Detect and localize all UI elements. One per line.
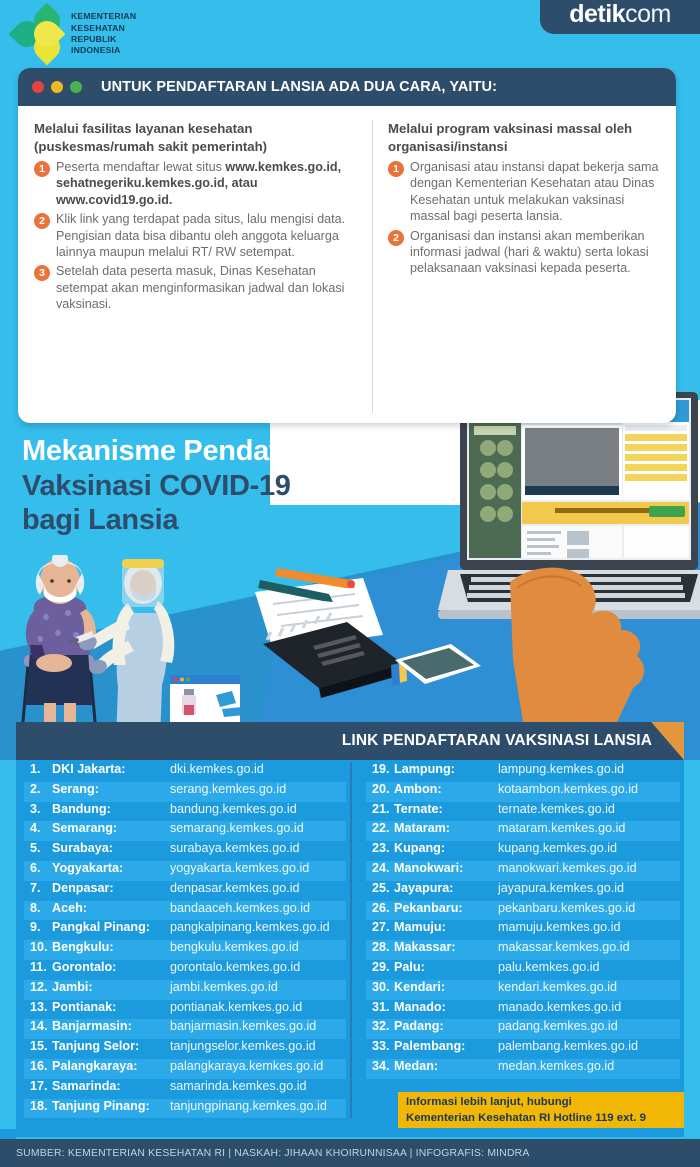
link-row-number: 4.: [30, 821, 41, 836]
link-row[interactable]: [24, 841, 346, 861]
link-row-number: 9.: [30, 920, 41, 935]
link-list-left: [16, 762, 350, 1118]
link-row-city: Ambon:: [394, 781, 442, 796]
method-2-step-1: [388, 159, 660, 224]
link-row[interactable]: [366, 841, 680, 861]
instructions-card: [18, 68, 676, 423]
link-row-number: 16.: [30, 1058, 48, 1073]
link-row-number: 10.: [30, 940, 48, 955]
ministry-line-3: REPUBLIK: [71, 34, 117, 44]
link-row-city: Bengkulu:: [52, 940, 114, 955]
step-text: Organisasi dan instansi akan memberikan informasi jadwal (hari & waktu) serta lokasi pelaksanaan vaksinasi kepada peserta.: [410, 228, 649, 276]
link-row-number: 31.: [372, 999, 390, 1014]
link-row-number: 5.: [30, 841, 41, 856]
link-row-url[interactable]: yogyakarta.kemkes.go.id: [170, 860, 310, 875]
method-2-step-2: [388, 228, 660, 277]
link-row-number: 18.: [30, 1098, 48, 1113]
link-row-url[interactable]: lampung.kemkes.go.id: [498, 762, 625, 776]
page-title: [22, 434, 348, 538]
kemenkes-logo-icon: [14, 8, 62, 60]
link-row-url[interactable]: denpasar.kemkes.go.id: [170, 880, 300, 895]
link-row-url[interactable]: surabaya.kemkes.go.id: [170, 841, 300, 856]
link-row-url[interactable]: manokwari.kemkes.go.id: [498, 860, 637, 875]
link-row-city: Jambi:: [52, 979, 93, 994]
footer-accent-strip: [0, 1129, 16, 1139]
link-row[interactable]: [366, 901, 680, 921]
card-body: [18, 106, 676, 423]
ministry-logo-text: [71, 11, 136, 56]
link-row-city: Medan:: [394, 1058, 439, 1073]
link-row[interactable]: [366, 782, 680, 802]
window-dot-red[interactable]: [32, 81, 44, 93]
link-row[interactable]: [24, 920, 346, 940]
link-row-url[interactable]: makassar.kemkes.go.id: [498, 940, 630, 955]
step-number-badge: 1: [388, 161, 404, 177]
link-row-city: Manado:: [394, 999, 446, 1014]
link-row-number: 19.: [372, 762, 390, 776]
page-title-line-1: Mekanisme Pendaftaran: [22, 435, 348, 467]
link-row-number: 14.: [30, 1019, 48, 1034]
link-row[interactable]: [24, 821, 346, 841]
step-text-bold: www.kemkes.go.id, sehatnegeriku.kemkes.go.id, atau www.covid19.go.id.: [56, 160, 342, 207]
link-row-city: Banjarmasin:: [52, 1019, 132, 1034]
link-row[interactable]: [366, 881, 680, 901]
step-number-badge: 2: [34, 213, 50, 229]
link-row-url[interactable]: jayapura.kemkes.go.id: [498, 880, 625, 895]
link-section-header: [16, 722, 684, 760]
link-row-number: 29.: [372, 959, 390, 974]
link-row-number: 13.: [30, 999, 48, 1014]
link-row[interactable]: [24, 782, 346, 802]
link-row[interactable]: [24, 1059, 346, 1079]
link-row-number: 22.: [372, 821, 390, 836]
link-section-title: LINK PENDAFTARAN VAKSINASI LANSIA: [341, 732, 652, 749]
link-row[interactable]: [24, 1019, 346, 1039]
link-row-number: 6.: [30, 860, 41, 875]
link-row-city: Palembang:: [394, 1039, 466, 1054]
link-row[interactable]: [366, 861, 680, 881]
link-row-number: 25.: [372, 880, 390, 895]
link-row-city: Palu:: [394, 959, 425, 974]
link-row[interactable]: [366, 1039, 680, 1059]
link-row-city: Pangkal Pinang:: [52, 920, 150, 935]
method-1-heading: Melalui fasilitas layanan kesehatan (puskesmas/rumah sakit pemerintah): [34, 121, 268, 154]
link-row-city: Tanjung Pinang:: [52, 1098, 150, 1113]
method-column-1: [34, 120, 372, 413]
link-row-city: Bandung:: [52, 801, 111, 816]
link-row-number: 34.: [372, 1058, 390, 1073]
footer-credits-bar: [0, 1139, 700, 1167]
link-row-number: 1.: [30, 762, 41, 776]
link-row[interactable]: [24, 960, 346, 980]
link-row-city: Aceh:: [52, 900, 87, 915]
link-row-city: Serang:: [52, 781, 99, 796]
link-row[interactable]: [366, 980, 680, 1000]
link-row-city: Manokwari:: [394, 860, 464, 875]
method-2-heading: Melalui program vaksinasi massal oleh organisasi/instansi: [388, 121, 633, 154]
method-1-step-3: [34, 263, 360, 312]
link-list-right: [350, 762, 684, 1118]
link-row-number: 28.: [372, 940, 390, 955]
method-1-step-1: [34, 159, 360, 208]
step-text: Setelah data peserta masuk, Dinas Kesehatan setempat akan menginformasikan jadwal dan lokasi vaksinasi.: [56, 264, 345, 311]
link-row-url[interactable]: pontianak.kemkes.go.id: [170, 999, 303, 1014]
link-row-number: 2.: [30, 781, 41, 796]
link-row-number: 12.: [30, 979, 48, 994]
link-row-number: 24.: [372, 860, 390, 875]
link-row-number: 3.: [30, 801, 41, 816]
link-row-number: 21.: [372, 801, 390, 816]
link-row-city: Pekanbaru:: [394, 900, 463, 915]
link-row-url[interactable]: tanjungselor.kemkes.go.id: [170, 1039, 316, 1054]
link-row[interactable]: [366, 821, 680, 841]
link-row[interactable]: [366, 762, 680, 782]
link-row-city: Palangkaraya:: [52, 1058, 138, 1073]
link-row-number: 7.: [30, 880, 41, 895]
link-row-city: Kupang:: [394, 841, 446, 856]
link-row-url[interactable]: palangkaraya.kemkes.go.id: [170, 1058, 324, 1073]
link-row-url[interactable]: manado.kemkes.go.id: [498, 999, 622, 1014]
link-row-number: 17.: [30, 1078, 48, 1093]
method-1-step-2: [34, 211, 360, 260]
link-row[interactable]: [24, 861, 346, 881]
link-row-url[interactable]: kotaambon.kemkes.go.id: [498, 781, 639, 796]
link-row[interactable]: [366, 1019, 680, 1039]
link-row[interactable]: [366, 920, 680, 940]
link-row-city: Padang:: [394, 1019, 444, 1034]
ministry-line-4: INDONESIA: [71, 45, 121, 56]
card-title: UNTUK PENDAFTARAN LANSIA ADA DUA CARA, YAITU:: [101, 79, 497, 95]
link-row-url[interactable]: mataram.kemkes.go.id: [498, 821, 626, 836]
link-row-url[interactable]: kupang.kemkes.go.id: [498, 841, 618, 856]
link-row-city: Surabaya:: [52, 841, 113, 856]
hotline-box: [398, 1092, 684, 1128]
link-row[interactable]: [366, 1059, 680, 1079]
link-row-url[interactable]: ternate.kemkes.go.id: [498, 801, 615, 816]
step-text: [56, 159, 360, 208]
step-text-plain: Peserta mendaftar lewat situs: [56, 160, 226, 175]
step-text: Klik link yang terdapat pada situs, lalu mengisi data. Pengisian data bisa dibantu oleh anggota keluarga lainnya maupun melalui RT/ RW setempat.: [56, 212, 346, 259]
link-row[interactable]: [24, 1099, 346, 1119]
link-row[interactable]: [366, 940, 680, 960]
link-row-url[interactable]: mamuju.kemkes.go.id: [498, 920, 621, 935]
link-row-url[interactable]: palembang.kemkes.go.id: [498, 1039, 639, 1054]
link-row[interactable]: [24, 1039, 346, 1059]
link-row-url[interactable]: gorontalo.kemkes.go.id: [170, 959, 301, 974]
link-row-city: Samarinda:: [52, 1078, 121, 1093]
link-row[interactable]: [24, 940, 346, 960]
link-row-city: Pontianak:: [52, 999, 117, 1014]
link-row-url[interactable]: semarang.kemkes.go.id: [170, 821, 304, 836]
link-row[interactable]: [24, 762, 346, 782]
hotline-line-1: Informasi lebih lanjut, hubungi: [406, 1096, 572, 1108]
hotline-line-2: Kementerian Kesehatan RI Hotline 119 ext. 9: [406, 1111, 646, 1124]
link-row-url[interactable]: samarinda.kemkes.go.id: [170, 1078, 307, 1093]
link-row[interactable]: [24, 980, 346, 1000]
link-row-city: DKI Jakarta:: [52, 762, 126, 776]
link-row[interactable]: [24, 1079, 346, 1099]
link-row-city: Kendari:: [394, 979, 446, 994]
detikcom-light: com: [625, 0, 671, 28]
link-row-url[interactable]: kendari.kemkes.go.id: [498, 979, 618, 994]
link-row-url[interactable]: jambi.kemkes.go.id: [170, 979, 278, 994]
link-row-url[interactable]: tanjungpinang.kemkes.go.id: [170, 1098, 327, 1113]
link-row-number: 23.: [372, 841, 390, 856]
link-row-city: Mamuju:: [394, 920, 446, 935]
link-lists: [16, 762, 684, 1118]
link-row-url[interactable]: pangkalpinang.kemkes.go.id: [170, 920, 330, 935]
detikcom-logo: [540, 0, 700, 34]
link-row-number: 26.: [372, 900, 390, 915]
link-row-city: Tanjung Selor:: [52, 1039, 140, 1054]
link-row[interactable]: [366, 960, 680, 980]
ministry-logo: [14, 8, 136, 60]
link-row-number: 20.: [372, 781, 390, 796]
window-dot-yellow[interactable]: [51, 81, 63, 93]
link-row-url[interactable]: banjarmasin.kemkes.go.id: [170, 1019, 317, 1034]
link-row-city: Denpasar:: [52, 880, 114, 895]
link-row[interactable]: [24, 1000, 346, 1020]
step-number-badge: 1: [34, 161, 50, 177]
link-row-city: Ternate:: [394, 801, 443, 816]
link-row-city: Makassar:: [394, 940, 456, 955]
link-row-number: 32.: [372, 1019, 390, 1034]
link-row-url[interactable]: bandung.kemkes.go.id: [170, 801, 297, 816]
ministry-line-1: KEMENTERIAN: [71, 11, 137, 22]
link-row[interactable]: [24, 802, 346, 822]
page-title-line-3: bagi Lansia: [22, 504, 179, 536]
card-titlebar: [18, 68, 676, 106]
link-row-city: Jayapura:: [394, 880, 454, 895]
link-row-url[interactable]: dki.kemkes.go.id: [170, 762, 264, 776]
link-row-number: 15.: [30, 1039, 48, 1054]
link-row-url[interactable]: pekanbaru.kemkes.go.id: [498, 900, 636, 915]
window-dot-green[interactable]: [70, 81, 82, 93]
link-row-city: Mataram:: [394, 821, 450, 836]
step-text: Organisasi atau instansi dapat bekerja sama dengan Kementerian Kesehatan atau Dinas Kesehatan untuk melakukan vaksinasi massal bagi peserta lansia.: [410, 160, 659, 224]
link-row-city: Semarang:: [52, 821, 118, 836]
link-row-city: Gorontalo:: [52, 959, 117, 974]
link-row-number: 8.: [30, 900, 41, 915]
page-title-line-2: Vaksinasi COVID-19: [22, 469, 291, 502]
link-row-url[interactable]: bengkulu.kemkes.go.id: [170, 940, 299, 955]
link-row-url[interactable]: bandaaceh.kemkes.go.id: [170, 900, 311, 915]
link-row[interactable]: [24, 901, 346, 921]
footer-credits: SUMBER: KEMENTERIAN KESEHATAN RI | NASKAH: JIHAAN KHOIRUNNISAA | INFOGRAFIS: MINDRA: [16, 1147, 530, 1159]
link-row[interactable]: [24, 881, 346, 901]
step-number-badge: 3: [34, 265, 50, 281]
link-row-number: 33.: [372, 1039, 390, 1054]
link-row[interactable]: [366, 802, 680, 822]
ministry-line-2: KESEHATAN: [71, 22, 125, 33]
link-row-city: Yogyakarta:: [52, 860, 124, 875]
method-column-2: [372, 120, 660, 413]
link-row-url[interactable]: serang.kemkes.go.id: [170, 781, 287, 796]
link-row-url[interactable]: palu.kemkes.go.id: [498, 959, 600, 974]
detikcom-bold: detik: [569, 0, 626, 28]
link-row-url[interactable]: padang.kemkes.go.id: [498, 1019, 618, 1034]
link-row-url[interactable]: medan.kemkes.go.id: [498, 1058, 615, 1073]
link-row-number: 11.: [30, 959, 47, 974]
link-row-number: 30.: [372, 979, 390, 994]
step-number-badge: 2: [388, 230, 404, 246]
link-row-number: 27.: [372, 920, 390, 935]
link-row[interactable]: [366, 1000, 680, 1020]
link-row-city: Lampung:: [394, 762, 455, 776]
